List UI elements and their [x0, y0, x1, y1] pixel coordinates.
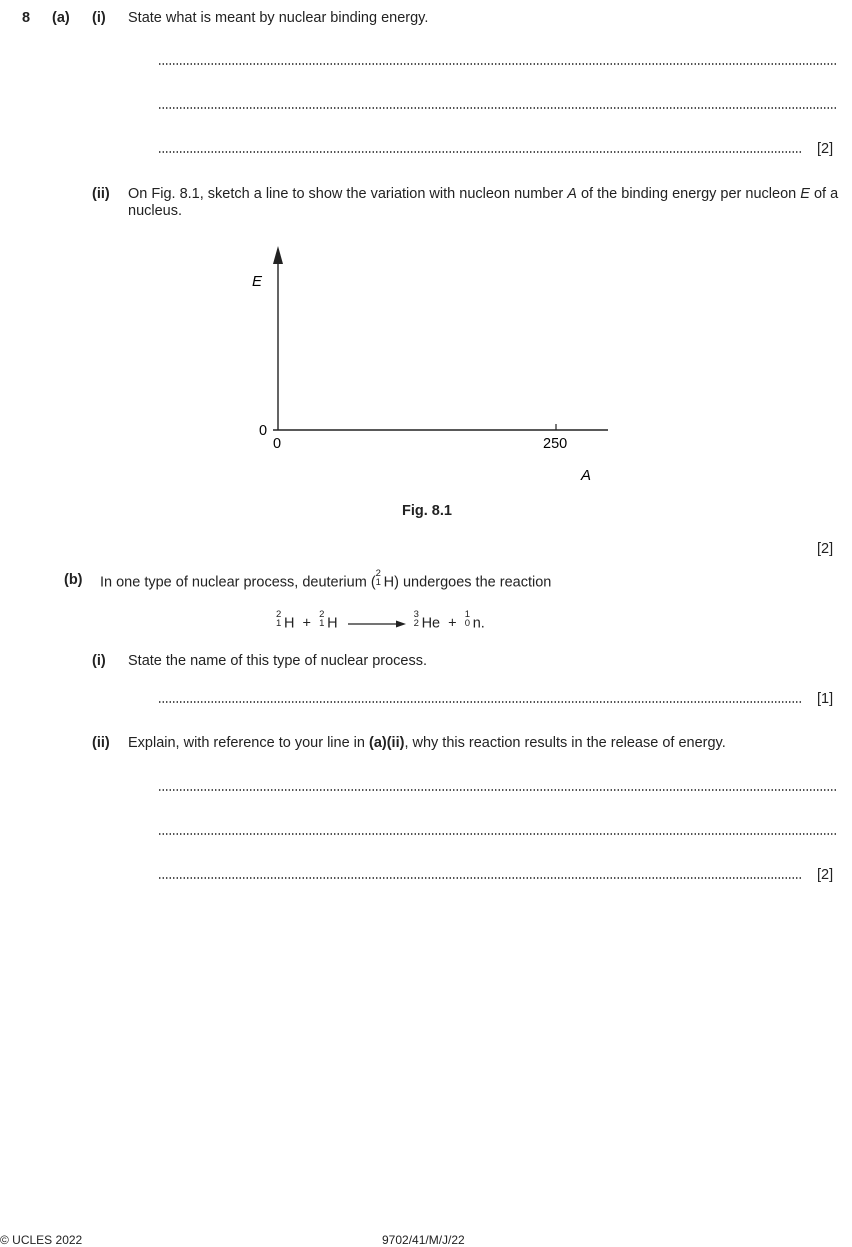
var-E: E [800, 186, 810, 202]
part-b-label: (b) [64, 572, 83, 588]
part-a-label: (a) [52, 10, 70, 26]
reaction-arrow-icon [344, 618, 408, 630]
part-a-i-text: State what is meant by nuclear binding energy. [128, 10, 429, 26]
x-tick-250: 250 [543, 436, 568, 452]
part-b-intro: In one type of nuclear process, deuterium ( 2 1 H) undergoes the reaction [100, 568, 552, 591]
part-a-ii-label: (ii) [92, 186, 110, 202]
fig-8-1-axes[interactable] [240, 240, 620, 490]
marks-a-i: [2] [817, 141, 834, 157]
answer-line-b-ii-1[interactable] [158, 789, 838, 791]
y-axis-label: E [252, 273, 263, 290]
product-1: He [421, 615, 441, 632]
x-origin-tick: 0 [273, 436, 282, 452]
part-b-ii-text: Explain, with reference to your line in (a)(ii), why this reaction results in the release of energy. [128, 735, 726, 751]
ref-a-ii: (a)(ii) [369, 735, 405, 751]
answer-line-a-i-3[interactable] [158, 151, 803, 153]
answer-line-a-i-1[interactable] [158, 63, 838, 65]
var-A: A [567, 186, 577, 202]
y-origin-tick: 0 [259, 423, 268, 439]
part-b-i-label: (i) [92, 653, 106, 669]
answer-line-b-ii-2[interactable] [158, 833, 838, 835]
reactant-1: H [284, 615, 295, 632]
part-b-ii-label: (ii) [92, 735, 110, 751]
part-b-i-text: State the name of this type of nuclear process. [128, 653, 428, 669]
reaction-equation: 2 1 H + 2 1 H 3 2 He + 1 0 n. [276, 609, 485, 632]
footer-copyright: © UCLES 2022 [0, 1233, 83, 1247]
figure-caption: Fig. 8.1 [402, 503, 452, 519]
product-2: n [472, 615, 481, 632]
x-axis-label: A [581, 467, 592, 484]
marks-a-ii: [2] [817, 541, 834, 557]
deuterium-nuclide: 2 1 [375, 568, 381, 589]
question-number: 8 [22, 10, 31, 26]
footer-paper-code: 9702/41/M/J/22 [382, 1233, 465, 1247]
marks-b-i: [1] [817, 691, 834, 707]
reactant-2: H [327, 615, 338, 632]
part-a-ii-text: On Fig. 8.1, sketch a line to show the variation with nucleon number A of the binding energy per nucleon E of a nucleus. [128, 186, 839, 219]
answer-line-a-i-2[interactable] [158, 107, 838, 109]
answer-line-b-ii-3[interactable] [158, 877, 803, 879]
part-a-i-label: (i) [92, 10, 106, 26]
marks-b-ii: [2] [817, 867, 834, 883]
answer-line-b-i[interactable] [158, 701, 803, 703]
